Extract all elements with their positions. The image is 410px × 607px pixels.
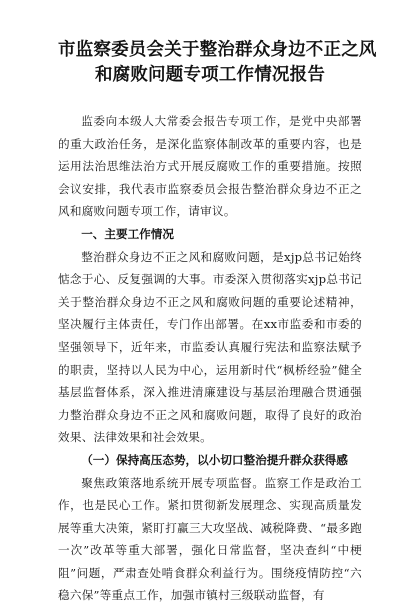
title-line-1: 市监察委员会关于整治群众身边不正之风 [58, 38, 362, 63]
subsection-heading-high-pressure: （一）保持高压态势，以小切口整治提升群众获得感 [58, 449, 362, 472]
section-paragraph-main-work: 整治群众身边不正之风和腐败问题，是xjp总书记始终惦念于心、反复强调的大事。市委深入贯彻落实xjp总书记关于整治群众身边不正之风和腐败问题的重要论述精神，坚决履行主体责任，专门作出部署。在xx市监委和市委的坚强领导下，近年来，市监委认真履行宪法和监察法赋予的职责，坚持以人民为中心，运用新时代“枫桥经验”健全基层监督体系，深入推进清廉建设与基层治理融合贯通强力整治群众身边不正之风和腐败问题，取得了良好的政治效果、法律效果和社会效果。 [58, 246, 362, 449]
section-heading-main-work: 一、主要工作情况 [58, 223, 362, 246]
title-line-2: 和腐败问题专项工作情况报告 [58, 63, 362, 88]
intro-paragraph: 监委向本级人大常委会报告专项工作，是党中央部署的重大政治任务，是深化监察体制改革的重要内容，也是运用法治思维法治方式开展反腐败工作的重要措施。按照会议安排，我代表市监察委员会报告整治群众身边不正之风和腐败问题专项工作，请审议。 [58, 110, 362, 223]
document-title [58, 38, 362, 88]
subsection-paragraph-special-supervision: 聚焦政策落地系统开展专项监督。监察工作是政治工作，也是民心工作。紧扣贯彻新发展理念、实现高质量发展等重大决策，紧盯打赢三大攻坚战、减税降费、“最多跑一次”改革等重大部署，强化日常监督，坚决查纠“中梗阻”问题，严肃查处啃食群众利益行为。围绕疫情防控“六稳六保”等重点工作，加强市镇村三级联动监督，有 [58, 472, 362, 607]
